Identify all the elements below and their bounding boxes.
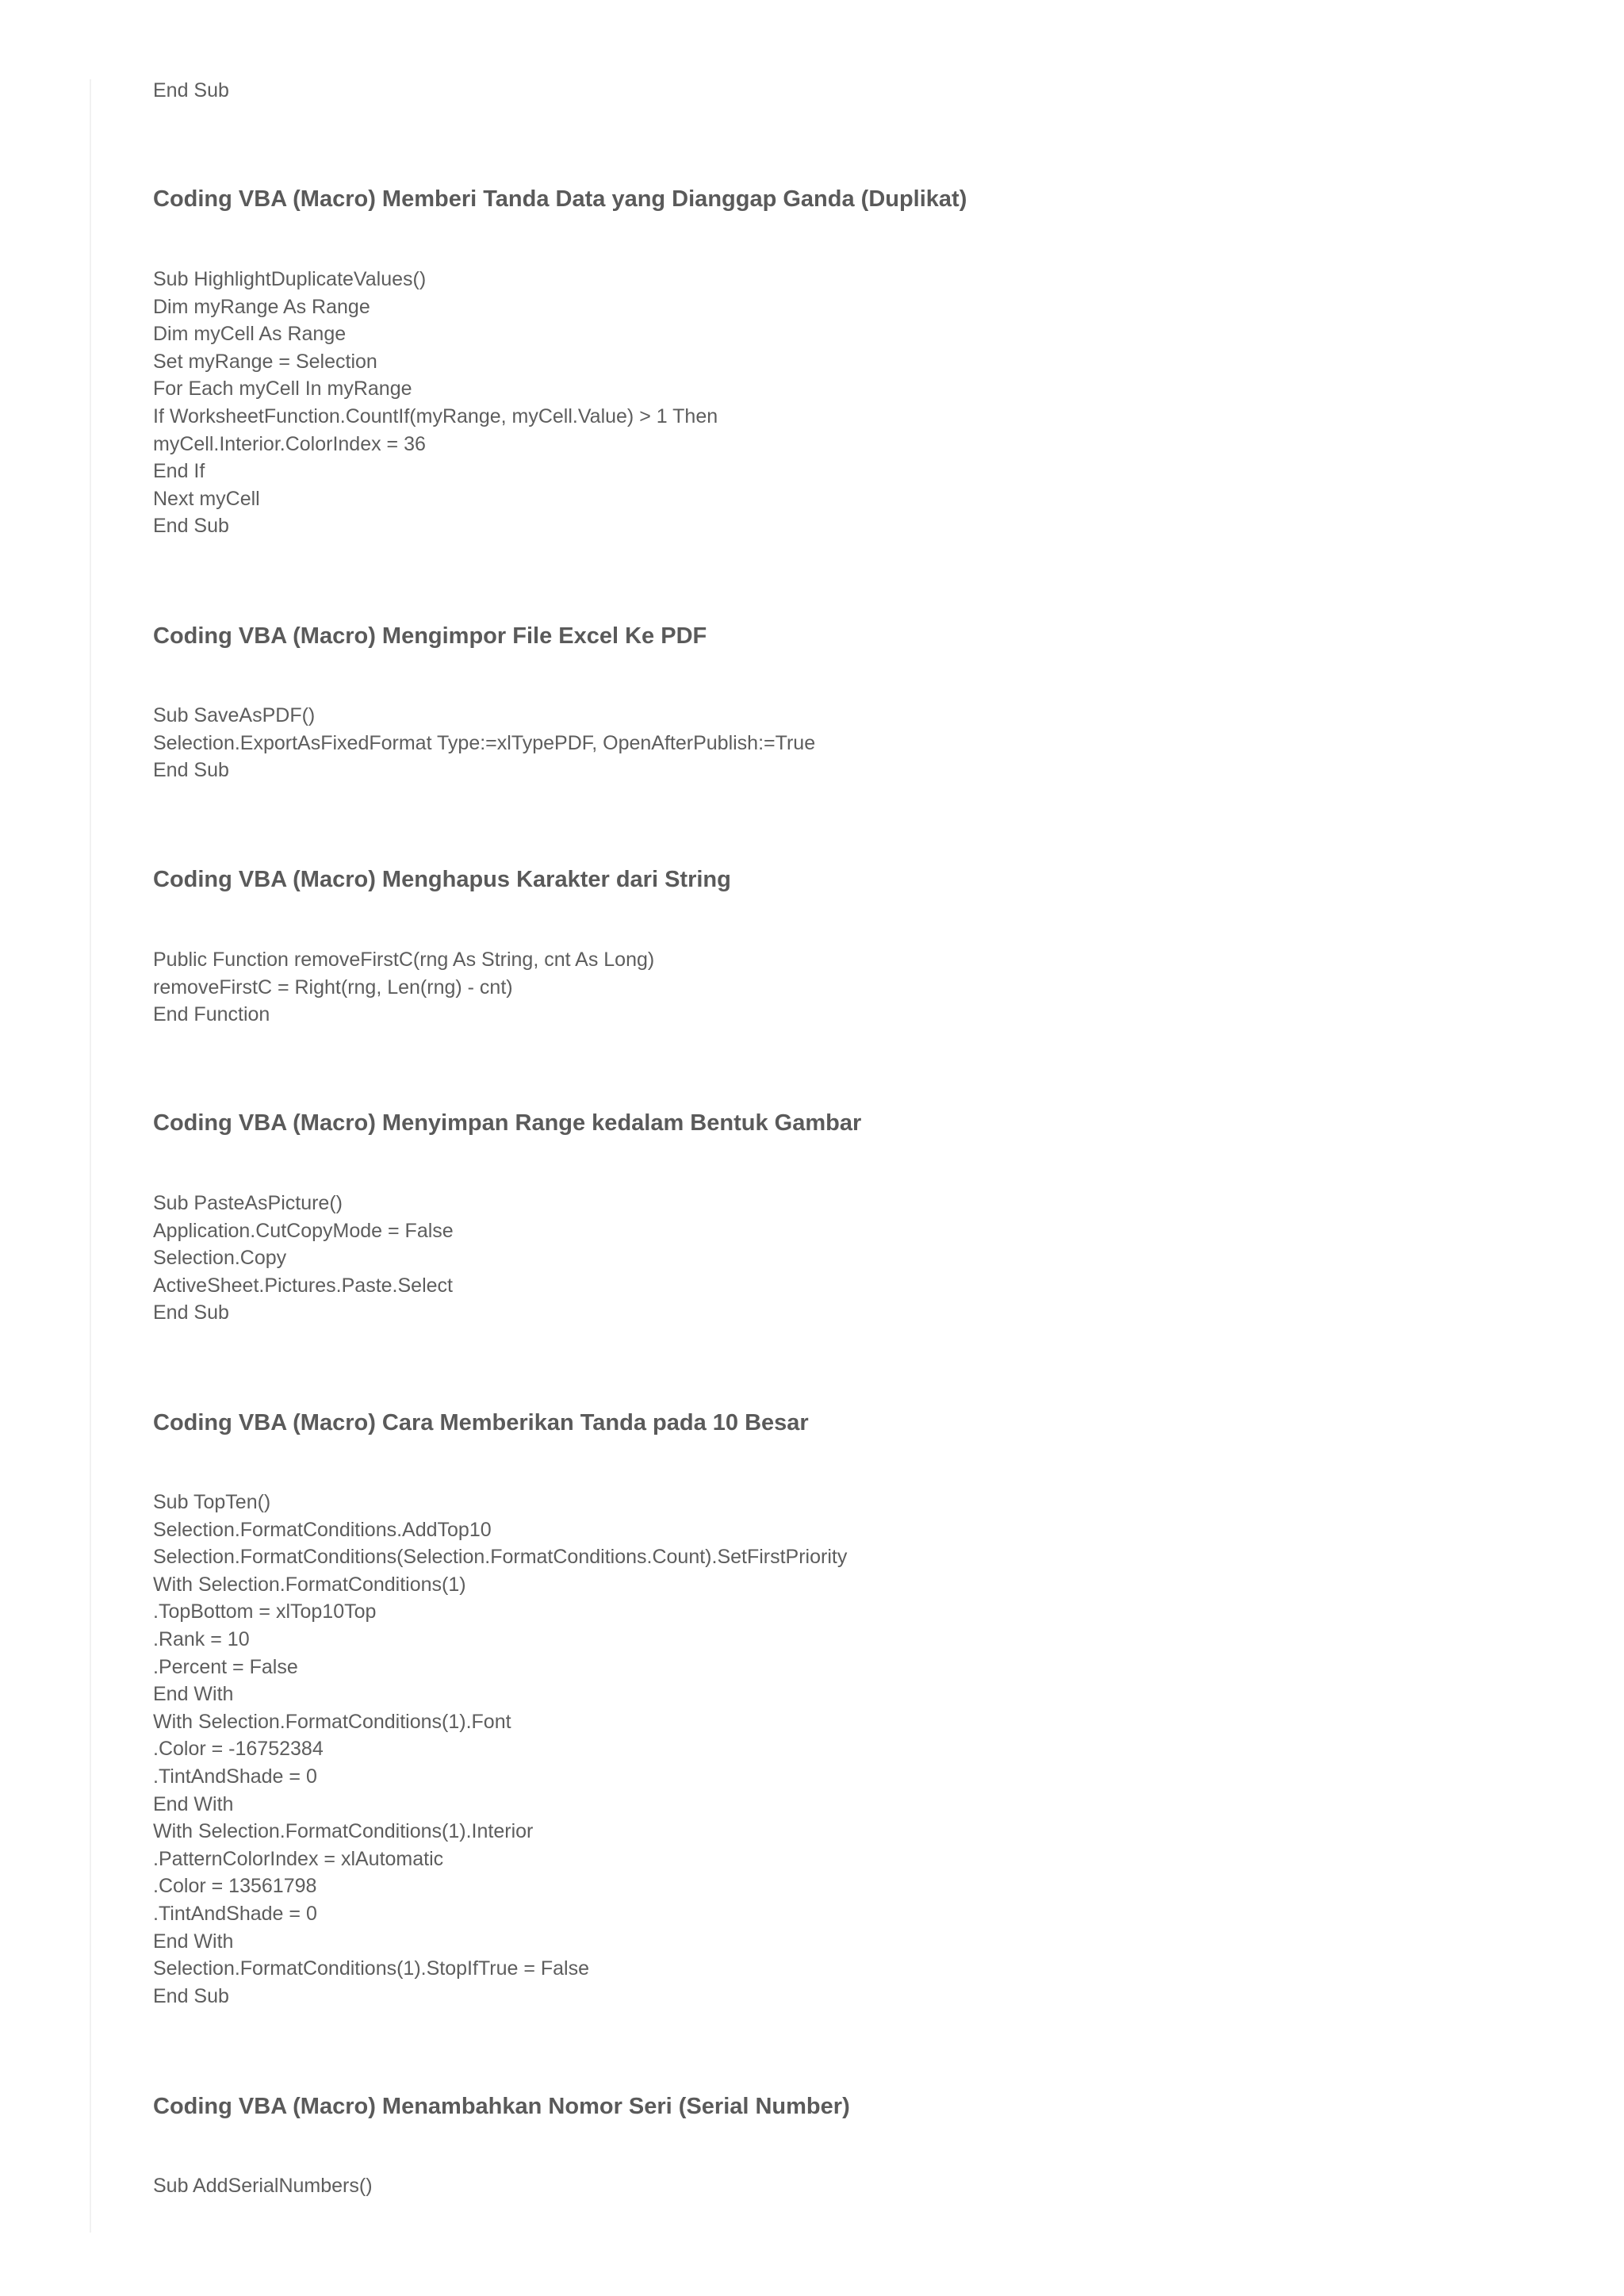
code-line: .Rank = 10 (153, 1627, 250, 1650)
code-line: Selection.FormatConditions.AddTop10 (153, 1518, 492, 1541)
code-line: Sub SaveAsPDF() (153, 704, 316, 726)
code-line: .TopBottom = xlTop10Top (153, 1600, 377, 1623)
section-heading-remove-characters: Coding VBA (Macro) Menghapus Karakter dari String (153, 867, 731, 892)
code-line: For Each myCell In myRange (153, 378, 412, 401)
code-line: .Percent = False (153, 1655, 298, 1678)
code-line: End If (153, 460, 205, 483)
code-block-serial-number (153, 2172, 373, 2200)
code-line: .PatternColorIndex = xlAutomatic (153, 1847, 444, 1870)
code-block-pdf-export (153, 702, 815, 784)
code-line-end-sub: End Sub (153, 79, 229, 102)
code-line: Dim myRange As Range (153, 295, 370, 318)
code-line: .TintAndShade = 0 (153, 1902, 317, 1925)
code-line: Selection.Copy (153, 1247, 287, 1270)
code-line: Sub PasteAsPicture() (153, 1192, 343, 1214)
code-line: .TintAndShade = 0 (153, 1765, 317, 1788)
code-line: With Selection.FormatConditions(1) (153, 1573, 466, 1596)
section-heading-pdf-export: Coding VBA (Macro) Mengimpor File Excel Ke PDF (153, 623, 707, 649)
code-line: Next myCell (153, 487, 260, 510)
section-heading-serial-number: Coding VBA (Macro) Menambahkan Nomor Seri (Serial Number) (153, 2094, 850, 2119)
code-block-duplicates (153, 266, 718, 540)
code-line: .Color = 13561798 (153, 1875, 317, 1898)
code-line: End With (153, 1683, 234, 1706)
code-line: Selection.FormatConditions(1).StopIfTrue = False (153, 1957, 590, 1980)
code-line: Dim myCell As Range (153, 323, 347, 346)
code-line: ActiveSheet.Pictures.Paste.Select (153, 1274, 453, 1297)
code-line: myCell.Interior.ColorIndex = 36 (153, 432, 426, 455)
code-line: With Selection.FormatConditions(1).Interior (153, 1820, 534, 1843)
code-block-range-as-picture (153, 1190, 454, 1327)
code-block-top-ten (153, 1489, 847, 2010)
code-line: Sub AddSerialNumbers() (153, 2175, 373, 2197)
code-line: removeFirstC = Right(rng, Len(rng) - cnt) (153, 976, 513, 999)
code-line: Selection.FormatConditions(Selection.FormatConditions.Count).SetFirstPriority (153, 1546, 848, 1569)
code-line: End Sub (153, 1984, 229, 2007)
code-line: End With (153, 1792, 234, 1815)
code-line: .Color = -16752384 (153, 1738, 324, 1761)
code-line: Set myRange = Selection (153, 350, 377, 373)
left-margin-rule (90, 79, 91, 2233)
code-line: End Function (153, 1003, 270, 1026)
section-heading-duplicates: Coding VBA (Macro) Memberi Tanda Data yang Dianggap Ganda (Duplikat) (153, 186, 967, 212)
code-block-remove-characters (153, 946, 654, 1029)
code-line: End Sub (153, 1301, 229, 1324)
code-line: Selection.ExportAsFixedFormat Type:=xlTypePDF, OpenAfterPublish:=True (153, 731, 816, 754)
code-line: Application.CutCopyMode = False (153, 1219, 454, 1242)
code-line: With Selection.FormatConditions(1).Font (153, 1710, 511, 1733)
code-line: If WorksheetFunction.CountIf(myRange, myCell.Value) > 1 Then (153, 404, 718, 427)
code-line: End Sub (153, 759, 229, 782)
code-line: Sub TopTen() (153, 1491, 271, 1513)
section-heading-range-as-picture: Coding VBA (Macro) Menyimpan Range kedalam Bentuk Gambar (153, 1110, 862, 1136)
code-line: Sub HighlightDuplicateValues() (153, 268, 427, 290)
section-heading-top-ten: Coding VBA (Macro) Cara Memberikan Tanda pada 10 Besar (153, 1410, 809, 1435)
code-line: End Sub (153, 515, 229, 538)
code-line: Public Function removeFirstC(rng As String, cnt As Long) (153, 949, 655, 971)
code-line: End With (153, 1930, 234, 1953)
